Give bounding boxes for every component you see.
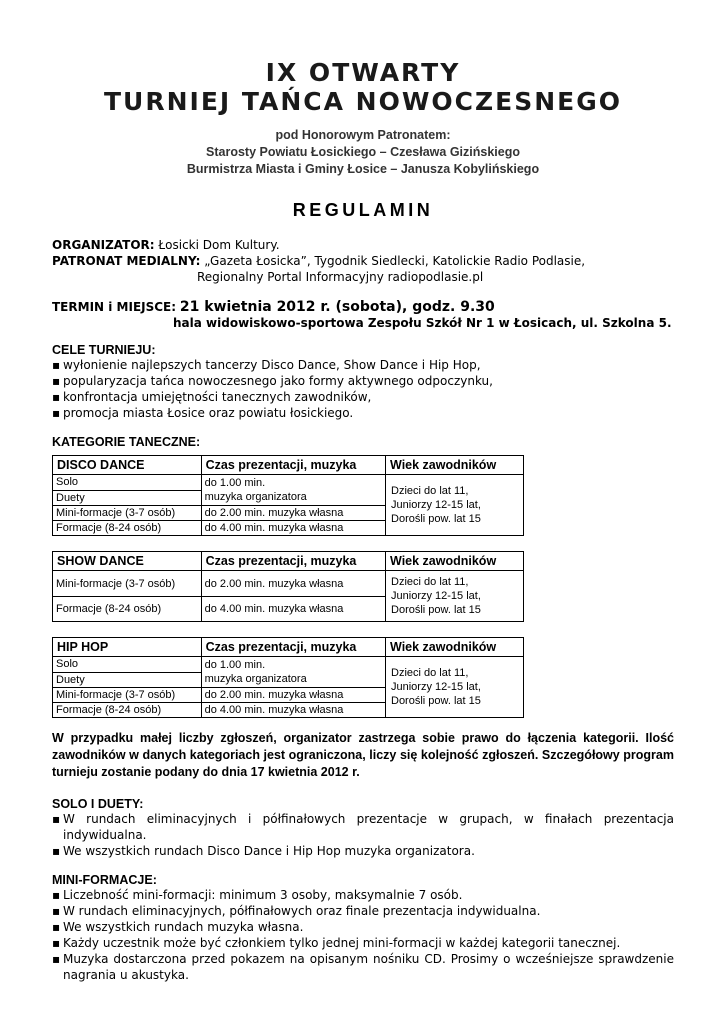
table-row <box>53 475 524 491</box>
time-column-header: Czas prezentacji, muzyka <box>201 456 385 475</box>
form-cell: Formacje (8-24 osób) <box>53 597 202 622</box>
form-cell: Formacje (8-24 osób) <box>53 521 202 536</box>
list-item: ▪ We wszystkich rundach Disco Dance i Hip Hop muzyka organizatora. <box>52 843 674 859</box>
list-item: ▪ wyłonienie najlepszych tancerzy Disco Dance, Show Dance i Hip Hop, <box>52 357 674 373</box>
title-line-2: TURNIEJ TAŃCA NOWOCZESNEGO <box>103 87 623 116</box>
form-cell: Formacje (8-24 osób) <box>53 703 202 718</box>
termin-value: 21 kwietnia 2012 r. (sobota), godz. 9.30 <box>179 299 495 315</box>
list-item: ▪ popularyzacja tańca nowoczesnego jako formy aktywnego odpoczynku, <box>52 373 674 389</box>
hip-hop-table <box>52 637 524 718</box>
age-line: Dorośli pow. lat 15 <box>391 695 481 707</box>
time-column-header: Czas prezentacji, muzyka <box>201 552 385 571</box>
table-row <box>53 571 524 597</box>
time-cell-line: do 1.00 min. <box>204 477 266 489</box>
organizer-block <box>52 237 674 285</box>
organizer-value: Łosicki Dom Kultury. <box>158 238 280 252</box>
goals-list <box>52 357 674 421</box>
show-dance-table <box>52 551 524 622</box>
form-cell: Mini-formacje (3-7 osób) <box>53 571 202 597</box>
time-cell <box>201 475 385 506</box>
list-item: ▪ promocja miasta Łosice oraz powiatu łosickiego. <box>52 405 674 421</box>
age-line: Dorośli pow. lat 15 <box>391 513 481 525</box>
time-cell: do 4.00 min. muzyka własna <box>201 521 385 536</box>
age-line: Dzieci do lat 11, <box>391 667 469 679</box>
list-item: ▪ W rundach eliminacyjnych i półfinałowych prezentacje w grupach, w finałach prezentacja indywidualna. <box>52 811 674 843</box>
patronage-starosta: Starosty Powiatu Łosickiego – Czesława Gizińskiego <box>206 145 520 159</box>
list-item: ▪ Każdy uczestnik może być członkiem tylko jednej mini-formacji w każdej kategorii tanecznej. <box>52 935 674 951</box>
disco-dance-header: DISCO DANCE <box>53 456 202 475</box>
list-item: ▪ konfrontacja umiejętności tanecznych zawodników, <box>52 389 674 405</box>
disco-dance-table <box>52 455 524 536</box>
termin-label: TERMIN i MIEJSCE: <box>52 300 177 314</box>
age-column-header: Wiek zawodników <box>386 456 524 475</box>
time-column-header: Czas prezentacji, muzyka <box>201 638 385 657</box>
list-item: ▪ Liczebność mini-formacji: minimum 3 osoby, maksymalnie 7 osób. <box>52 887 674 903</box>
age-line: Juniorzy 12-15 lat, <box>391 499 481 511</box>
time-cell: do 4.00 min. muzyka własna <box>201 597 385 622</box>
mini-heading: MINI-FORMACJE: <box>52 873 157 887</box>
form-cell: Solo <box>53 475 202 491</box>
list-item: ▪ W rundach eliminacyjnych, półfinałowych oraz finale prezentacja indywidualna. <box>52 903 674 919</box>
form-cell: Duety <box>53 490 202 506</box>
patronage-mayor: Burmistrza Miasta i Gminy Łosice – Janusza Kobylińskiego <box>186 162 540 176</box>
title-line-1: IX OTWARTY <box>265 58 461 87</box>
goals-heading: CELE TURNIEJU: <box>52 343 156 357</box>
age-line: Juniorzy 12-15 lat, <box>391 590 481 602</box>
patronage-block <box>52 127 674 178</box>
place-value: hala widowiskowo-sportowa Zespołu Szkół Nr 1 w Łosicach, ul. Szkolna 5. <box>173 316 672 330</box>
hip-hop-header: HIP HOP <box>53 638 202 657</box>
solo-list <box>52 811 674 859</box>
table-row <box>53 657 524 673</box>
media-label: PATRONAT MEDIALNY: <box>52 254 201 268</box>
age-line: Dzieci do lat 11, <box>391 485 469 497</box>
categories-heading: KATEGORIE TANECZNE: <box>52 435 201 449</box>
time-cell: do 2.00 min. muzyka własna <box>201 506 385 521</box>
mini-list <box>52 887 674 983</box>
list-item: ▪ Muzyka dostarczona przed pokazem na opisanym nośniku CD. Prosimy o wcześniejsze sprawdzenie nagrania u akustyka. <box>52 951 674 983</box>
time-cell: do 2.00 min. muzyka własna <box>201 688 385 703</box>
age-line: Juniorzy 12-15 lat, <box>391 681 481 693</box>
age-cell <box>386 475 524 536</box>
media-line-2: Regionalny Portal Informacyjny radiopodlasie.pl <box>197 270 484 284</box>
list-item: ▪ We wszystkich rundach muzyka własna. <box>52 919 674 935</box>
form-cell: Duety <box>53 672 202 688</box>
time-cell: do 4.00 min. muzyka własna <box>201 703 385 718</box>
document-title: REGULAMIN <box>292 200 434 220</box>
media-line-1: „Gazeta Łosicka”, Tygodnik Siedlecki, Katolickie Radio Podlasie, <box>204 254 586 268</box>
time-cell: do 2.00 min. muzyka własna <box>201 571 385 597</box>
form-cell: Mini-formacje (3-7 osób) <box>53 688 202 703</box>
age-line: Dzieci do lat 11, <box>391 576 469 588</box>
document-page <box>52 58 674 983</box>
time-cell <box>201 657 385 688</box>
age-cell <box>386 571 524 622</box>
form-cell: Solo <box>53 657 202 673</box>
age-column-header: Wiek zawodników <box>386 638 524 657</box>
age-cell <box>386 657 524 718</box>
time-cell-line: do 1.00 min. <box>204 659 266 671</box>
form-cell: Mini-formacje (3-7 osób) <box>53 506 202 521</box>
notice-paragraph: W przypadku małej liczby zgłoszeń, organizator zastrzega sobie prawo do łączenia kategorii. Ilość zawodników w danych kategoriach jest ograniczona, liczy się kolejność zgłoszeń. Szczegółowy program turnieju zostanie podany do dnia 17 kwietnia 2012 r. <box>52 731 674 779</box>
age-line: Dorośli pow. lat 15 <box>391 604 481 616</box>
time-cell-line: muzyka organizatora <box>204 491 307 503</box>
organizer-label: ORGANIZATOR: <box>52 238 155 252</box>
show-dance-header: SHOW DANCE <box>53 552 202 571</box>
patronage-intro: pod Honorowym Patronatem: <box>275 128 451 142</box>
time-cell-line: muzyka organizatora <box>204 673 307 685</box>
solo-heading: SOLO I DUETY: <box>52 797 144 811</box>
age-column-header: Wiek zawodników <box>386 552 524 571</box>
date-place-block <box>52 299 674 331</box>
